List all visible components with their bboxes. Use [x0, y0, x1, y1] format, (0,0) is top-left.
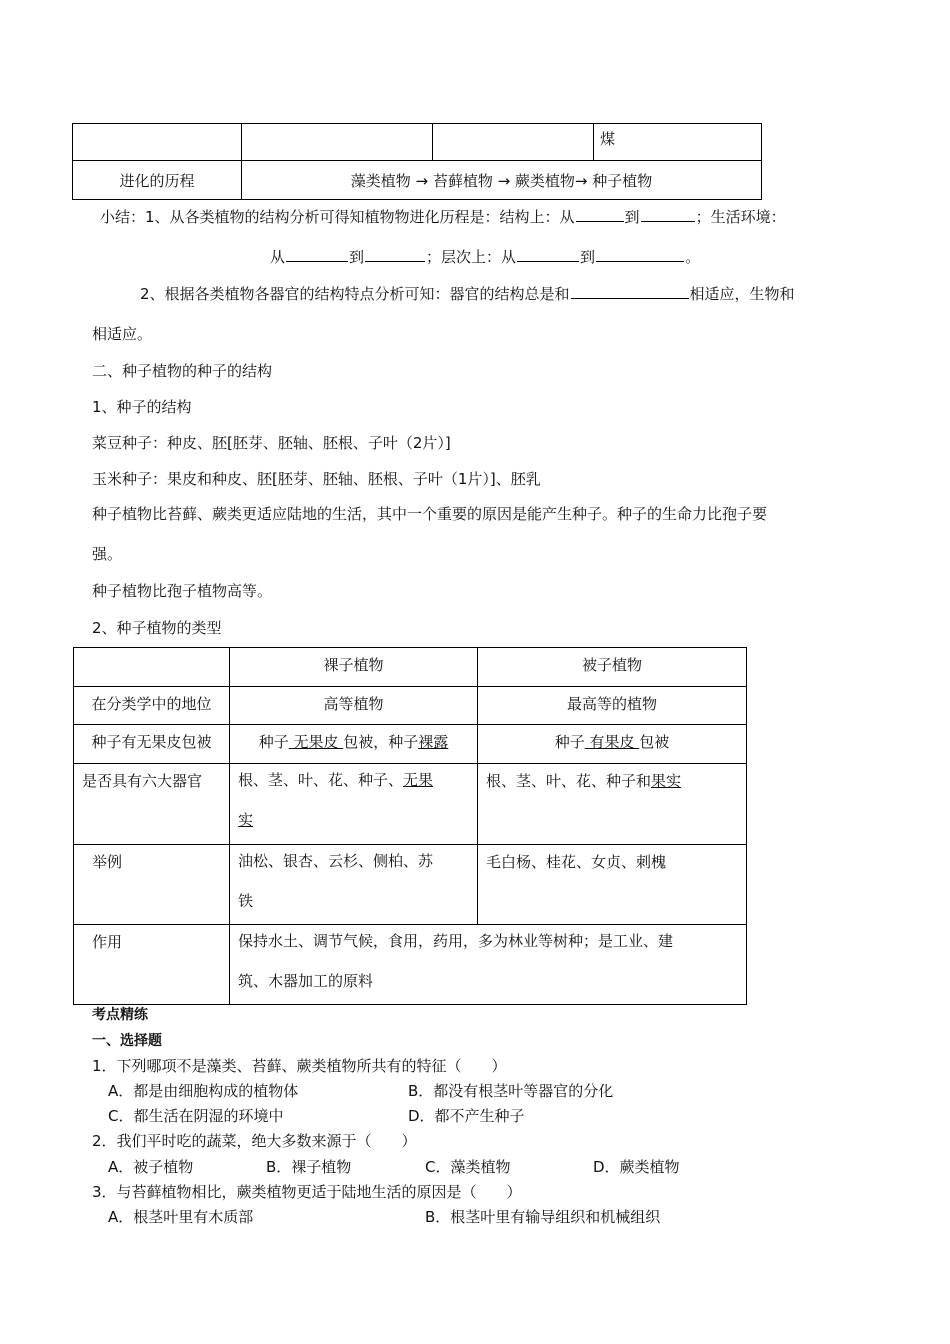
q1-option-d: D．都不产生种子 — [408, 1107, 525, 1125]
q2-option-c: C．藻类植物 — [425, 1158, 511, 1176]
q2-option-b: B．裸子植物 — [266, 1158, 352, 1176]
header-gymnosperm: 裸子植物 — [230, 648, 478, 687]
q1-option-c: C．都生活在阴湿的环境中 — [108, 1107, 284, 1125]
row-label-organs: 是否具有六大器官 — [74, 764, 230, 845]
gymno-classification: 高等植物 — [230, 687, 478, 725]
choice-section-title: 一、选择题 — [92, 1033, 162, 1049]
seed-types-table — [73, 647, 747, 1005]
summary-line-1: 小结：1、从各类植物的结构分析可得知植物物进化历程是：结构上：从 到 ；生活环境： — [100, 208, 786, 226]
angio-classification: 最高等的植物 — [478, 687, 747, 725]
subsection-seed-structure: 1、种子的结构 — [92, 398, 192, 416]
bean-seed-text: 菜豆种子：种皮、胚[胚芽、胚轴、胚根、子叶（2片）] — [92, 434, 451, 452]
subsection-seed-types: 2、种子植物的类型 — [92, 619, 222, 637]
angio-examples: 毛白杨、桂花、女贞、刺槐 — [478, 845, 747, 925]
row-label-pericarp: 种子有无果皮包被 — [74, 725, 230, 764]
q1-option-a: A．都是由细胞构成的植物体 — [108, 1082, 299, 1100]
q2-option-a: A．被子植物 — [108, 1158, 194, 1176]
question-2: 2．我们平时吃的蔬菜，绝大多数来源于（ ） — [92, 1132, 417, 1150]
gymno-examples: 油松、银杏、云杉、侧柏、苏 铁 — [230, 845, 478, 925]
angio-pericarp: 种子 有果皮 包被 — [478, 725, 747, 764]
question-1: 1．下列哪项不是藻类、苔藓、蕨类植物所共有的特征（ ） — [92, 1057, 507, 1075]
gymno-pericarp: 种子 无果皮 包被，种子裸露 — [230, 725, 478, 764]
evolution-table — [72, 123, 762, 200]
q3-option-b: B．根茎叶里有输导组织和机械组织 — [425, 1208, 661, 1226]
header-empty — [74, 648, 230, 687]
header-angiosperm: 被子植物 — [478, 648, 747, 687]
q2-option-d: D．蕨类植物 — [593, 1158, 680, 1176]
row-label-classification: 在分类学中的地位 — [74, 687, 230, 725]
row-label-examples: 举例 — [74, 845, 230, 925]
cell-empty — [242, 124, 433, 161]
question-3: 3．与苔藓植物相比，蕨类植物更适于陆地生活的原因是（ ） — [92, 1183, 522, 1201]
evolution-path: 藻类植物 → 苔藓植物 → 蕨类植物→ 种子植物 — [242, 161, 762, 200]
exercise-heading: 考点精练 — [92, 1007, 148, 1023]
uses-text: 保持水土、调节气候，食用，药用，多为林业等树种；是工业、建 筑、木器加工的原料 — [230, 925, 747, 1005]
paragraph-1a: 种子植物比苔藓、蕨类更适应陆地的生活，其中一个重要的原因是能产生种子。种子的生命力比孢子要 — [92, 505, 768, 523]
cell-empty — [73, 124, 242, 161]
q3-option-a: A．根茎叶里有木质部 — [108, 1208, 254, 1226]
gymno-organs: 根、茎、叶、花、种子、无果 实 — [230, 764, 478, 845]
summary-line-2: 从 到 ；层次上：从 到 。 — [270, 248, 701, 266]
corn-seed-text: 玉米种子：果皮和种皮、胚[胚芽、胚轴、胚根、子叶（1片）]、胚乳 — [92, 470, 541, 488]
q1-option-b: B．都没有根茎叶等器官的分化 — [408, 1082, 614, 1100]
summary-line-4: 相适应。 — [92, 325, 153, 343]
cell-empty — [433, 124, 594, 161]
paragraph-1b: 强。 — [92, 545, 123, 563]
row-label-uses: 作用 — [74, 925, 230, 1005]
summary-line-3: 2、根据各类植物各器官的结构特点分析可知：器官的结构总是和 相适应，生物和 — [140, 285, 795, 303]
paragraph-2: 种子植物比孢子植物高等。 — [92, 582, 273, 600]
angio-organs: 根、茎、叶、花、种子和果实 — [478, 764, 747, 845]
section-title: 二、种子植物的种子的结构 — [92, 362, 273, 380]
evolution-label: 进化的历程 — [73, 161, 242, 200]
cell-coal: 煤 — [594, 124, 762, 161]
